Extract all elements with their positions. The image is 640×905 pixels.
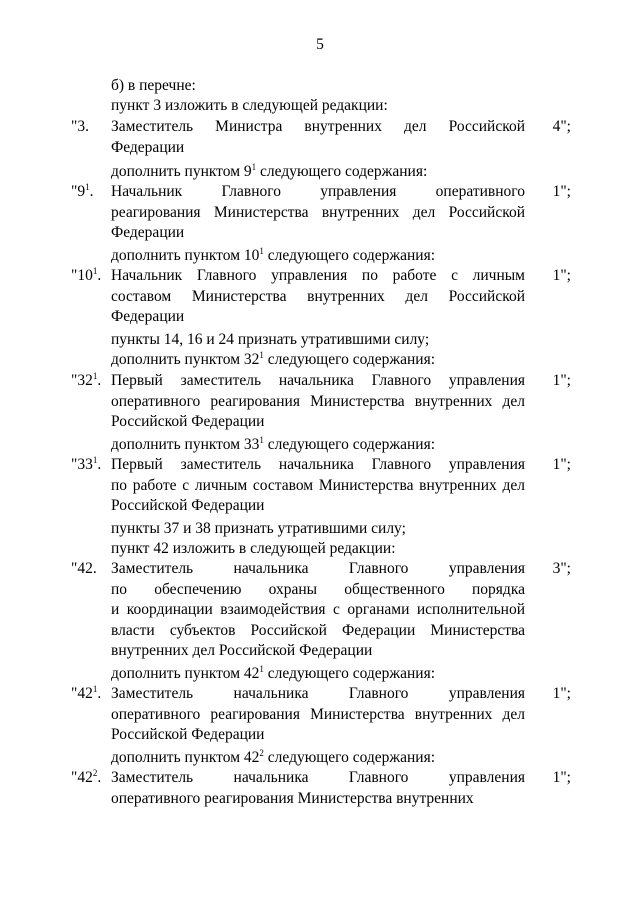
item-title <box>111 559 525 662</box>
instruction-text: дополнить пунктом $33^1$ следующего содержания: <box>111 435 436 453</box>
item-title-line: Федерации <box>111 138 185 156</box>
item-number: "$33^1$. <box>71 455 102 473</box>
instruction-text: дополнить пунктом $42^1$ следующего содержания: <box>111 664 436 682</box>
item-title-line: Первый заместитель начальника Главного управления <box>111 456 525 473</box>
item-number: "$42^1$. <box>71 684 102 702</box>
item-title-line: Федерации <box>111 224 185 241</box>
instruction-text: дополнить пунктом $10^1$ следующего содержания: <box>111 246 436 264</box>
instruction-text: пункты 14, 16 и 24 признать утратившими силу; <box>111 331 430 348</box>
item-title-line: и координации взаимодействия с органами исполнительной <box>111 601 525 618</box>
item-number: "$42^2$. <box>71 768 102 786</box>
item-title-line: внутренних дел Российской Федерации <box>111 642 373 659</box>
item-quantity: 3"; <box>552 560 571 577</box>
item-quantity: 4"; <box>552 118 571 135</box>
item-title-line: по обеспечению охраны общественного порядка <box>111 580 525 598</box>
item-title-line: Российской Федерации <box>111 497 265 514</box>
item-title <box>111 455 525 517</box>
item-quantity: 1"; <box>552 685 571 702</box>
item-number: "42. <box>71 560 97 577</box>
instruction-text: б) в перечне: <box>111 77 196 94</box>
item-title <box>111 371 525 433</box>
item-quantity: 1"; <box>552 769 571 786</box>
item-quantity: 1"; <box>552 456 571 473</box>
instruction-text: дополнить пунктом $42^2$ следующего содержания: <box>111 748 436 766</box>
item-title-line: власти субъектов Российской Федерации Министерства <box>111 621 525 639</box>
item-title <box>111 182 525 244</box>
item-title <box>111 266 525 328</box>
item-title <box>111 117 525 158</box>
item-title-line: составом Министерства внутренних дел Российской <box>111 287 525 305</box>
item-title-line: оперативного реагирования Министерства внутренних дел <box>111 705 525 723</box>
item-number: "$32^1$. <box>71 371 102 389</box>
item-title-line: Заместитель начальника Главного управления <box>111 560 525 577</box>
item-title-line: Федерации <box>111 308 185 325</box>
item-quantity: 1"; <box>552 183 571 200</box>
item-title-line: Заместитель начальника Главного управления <box>111 685 525 702</box>
item-number: "3. <box>71 118 89 135</box>
item-title-line: Российской Федерации <box>111 726 265 743</box>
item-number: "$10^1$. <box>71 266 102 284</box>
item-title-line: оперативного реагирования Министерства внутренних <box>111 789 474 807</box>
page-number: 5 <box>316 36 324 53</box>
item-title-line: Начальник Главного управления по работе с личным <box>111 267 525 284</box>
item-quantity: 1"; <box>552 372 571 389</box>
item-title-line: по работе с личным составом Министерства внутренних дел <box>111 476 525 494</box>
instruction-text: пункты 37 и 38 признать утратившими силу; <box>111 520 406 537</box>
item-title-line: Первый заместитель начальника Главного управления <box>111 372 525 389</box>
item-title-line: Заместитель начальника Главного управления <box>111 769 525 786</box>
item-title-line: Заместитель Министра внутренних дел Российской <box>111 118 525 135</box>
instruction-text: дополнить пунктом $32^1$ следующего содержания: <box>111 350 436 368</box>
item-title-line: реагирования Министерства внутренних дел Российской <box>111 203 525 221</box>
instruction-text: пункт 42 изложить в следующей редакции: <box>111 540 396 557</box>
item-title-line: Начальник Главного управления оперативного <box>111 183 525 200</box>
item-title-line: оперативного реагирования Министерства внутренних дел <box>111 392 525 410</box>
instruction-text: пункт 3 изложить в следующей редакции: <box>111 97 388 114</box>
item-quantity: 1"; <box>552 267 571 284</box>
item-title <box>111 684 525 746</box>
item-title-line: Российской Федерации <box>111 413 265 430</box>
item-title <box>111 768 525 809</box>
instruction-text: дополнить пунктом $9^1$ следующего содержания: <box>111 162 428 180</box>
item-number: "$9^1$. <box>71 182 94 200</box>
